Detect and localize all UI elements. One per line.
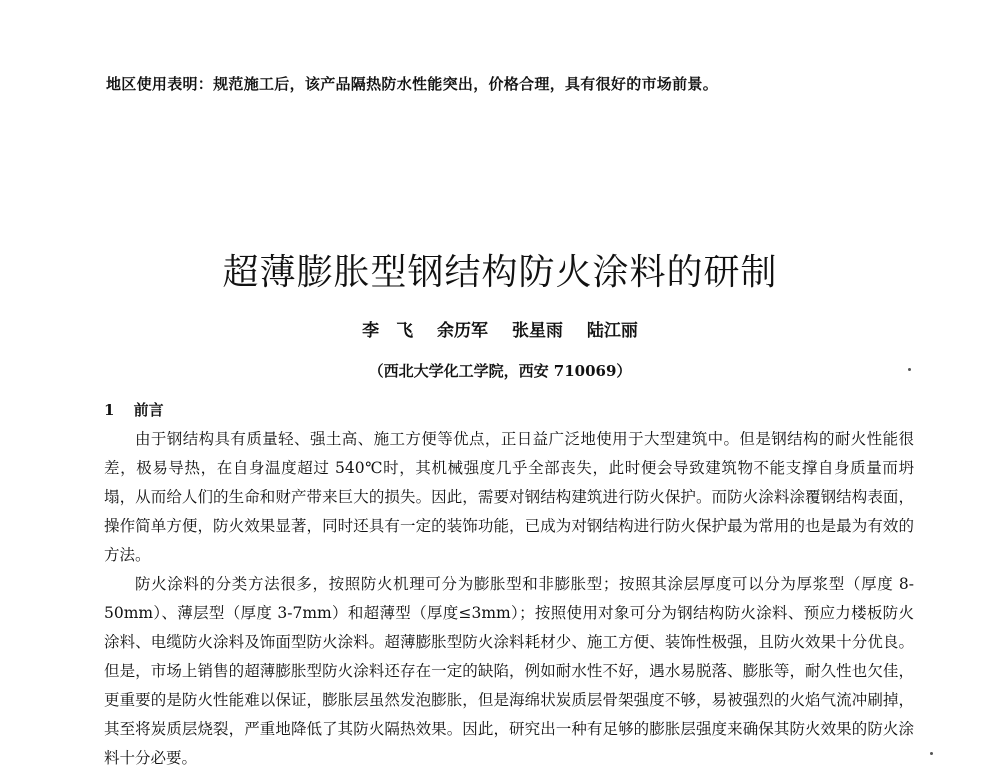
author-affiliation: （西北大学化工学院，西安 710069）: [368, 362, 632, 380]
header-note: 地区使用表明：规范施工后，该产品隔热防水性能突出，价格合理，具有很好的市场前景。: [106, 75, 719, 93]
author-name: 李 飞: [362, 321, 414, 341]
author-name: 余历军: [437, 321, 489, 341]
body-paragraph: 由于钢结构具有质量轻、强土高、施工方便等优点，正日益广泛地使用于大型建筑中。但是钢结构的耐火性能很差，极易导热，在自身温度超过 540℃时，其机械强度几乎全部丧失，此时便会导致建筑物不能支撑自身质量而坍塌，从而给人们的生命和财产带来巨大的损失。因此，需要对钢结构建筑进行防火保护。而防火涂料涂覆钢结构表面，操作简单方便，防火效果显著，同时还具有一定的装饰功能，已成为对钢结构进行防火保护最为常用的也是最为有效的方法。: [104, 430, 914, 564]
article-title: 超薄膨胀型钢结构防火涂料的研制: [222, 252, 778, 293]
author-list: [0, 316, 1000, 341]
author-name: 张星雨: [511, 321, 563, 341]
section-heading: [104, 399, 164, 420]
section-body: [104, 425, 914, 773]
scan-speck: [930, 752, 933, 755]
author-name: 陆江丽: [586, 321, 638, 341]
body-paragraph: 防火涂料的分类方法很多，按照防火机理可分为膨胀型和非膨胀型；按照其涂层厚度可以分为厚浆型（厚度 8-50mm）、薄层型（厚度 3-7mm）和超薄型（厚度≤3mm）；按照使用对象可分为钢结构防火涂料、预应力楼板防火涂料、电缆防火涂料及饰面型防火涂料。超薄膨胀型防火涂料耗材少、施工方便、装饰性极强，且防火效果十分优良。但是，市场上销售的超薄膨胀型防火涂料还存在一定的缺陷，例如耐水性不好，遇水易脱落、膨胀等，耐久性也欠佳，更重要的是防火性能难以保证，膨胀层虽然发泡膨胀，但是海绵状炭质层骨架强度不够，易被强烈的火焰气流冲刷掉，其至将炭质层烧裂，严重地降低了其防火隔热效果。因此，研究出一种有足够的膨胀层强度来确保其防火效果的防火涂料十分必要。: [104, 575, 914, 767]
section-title: 前言: [133, 401, 164, 419]
scan-speck: [908, 368, 911, 371]
section-number: 1: [104, 401, 115, 419]
